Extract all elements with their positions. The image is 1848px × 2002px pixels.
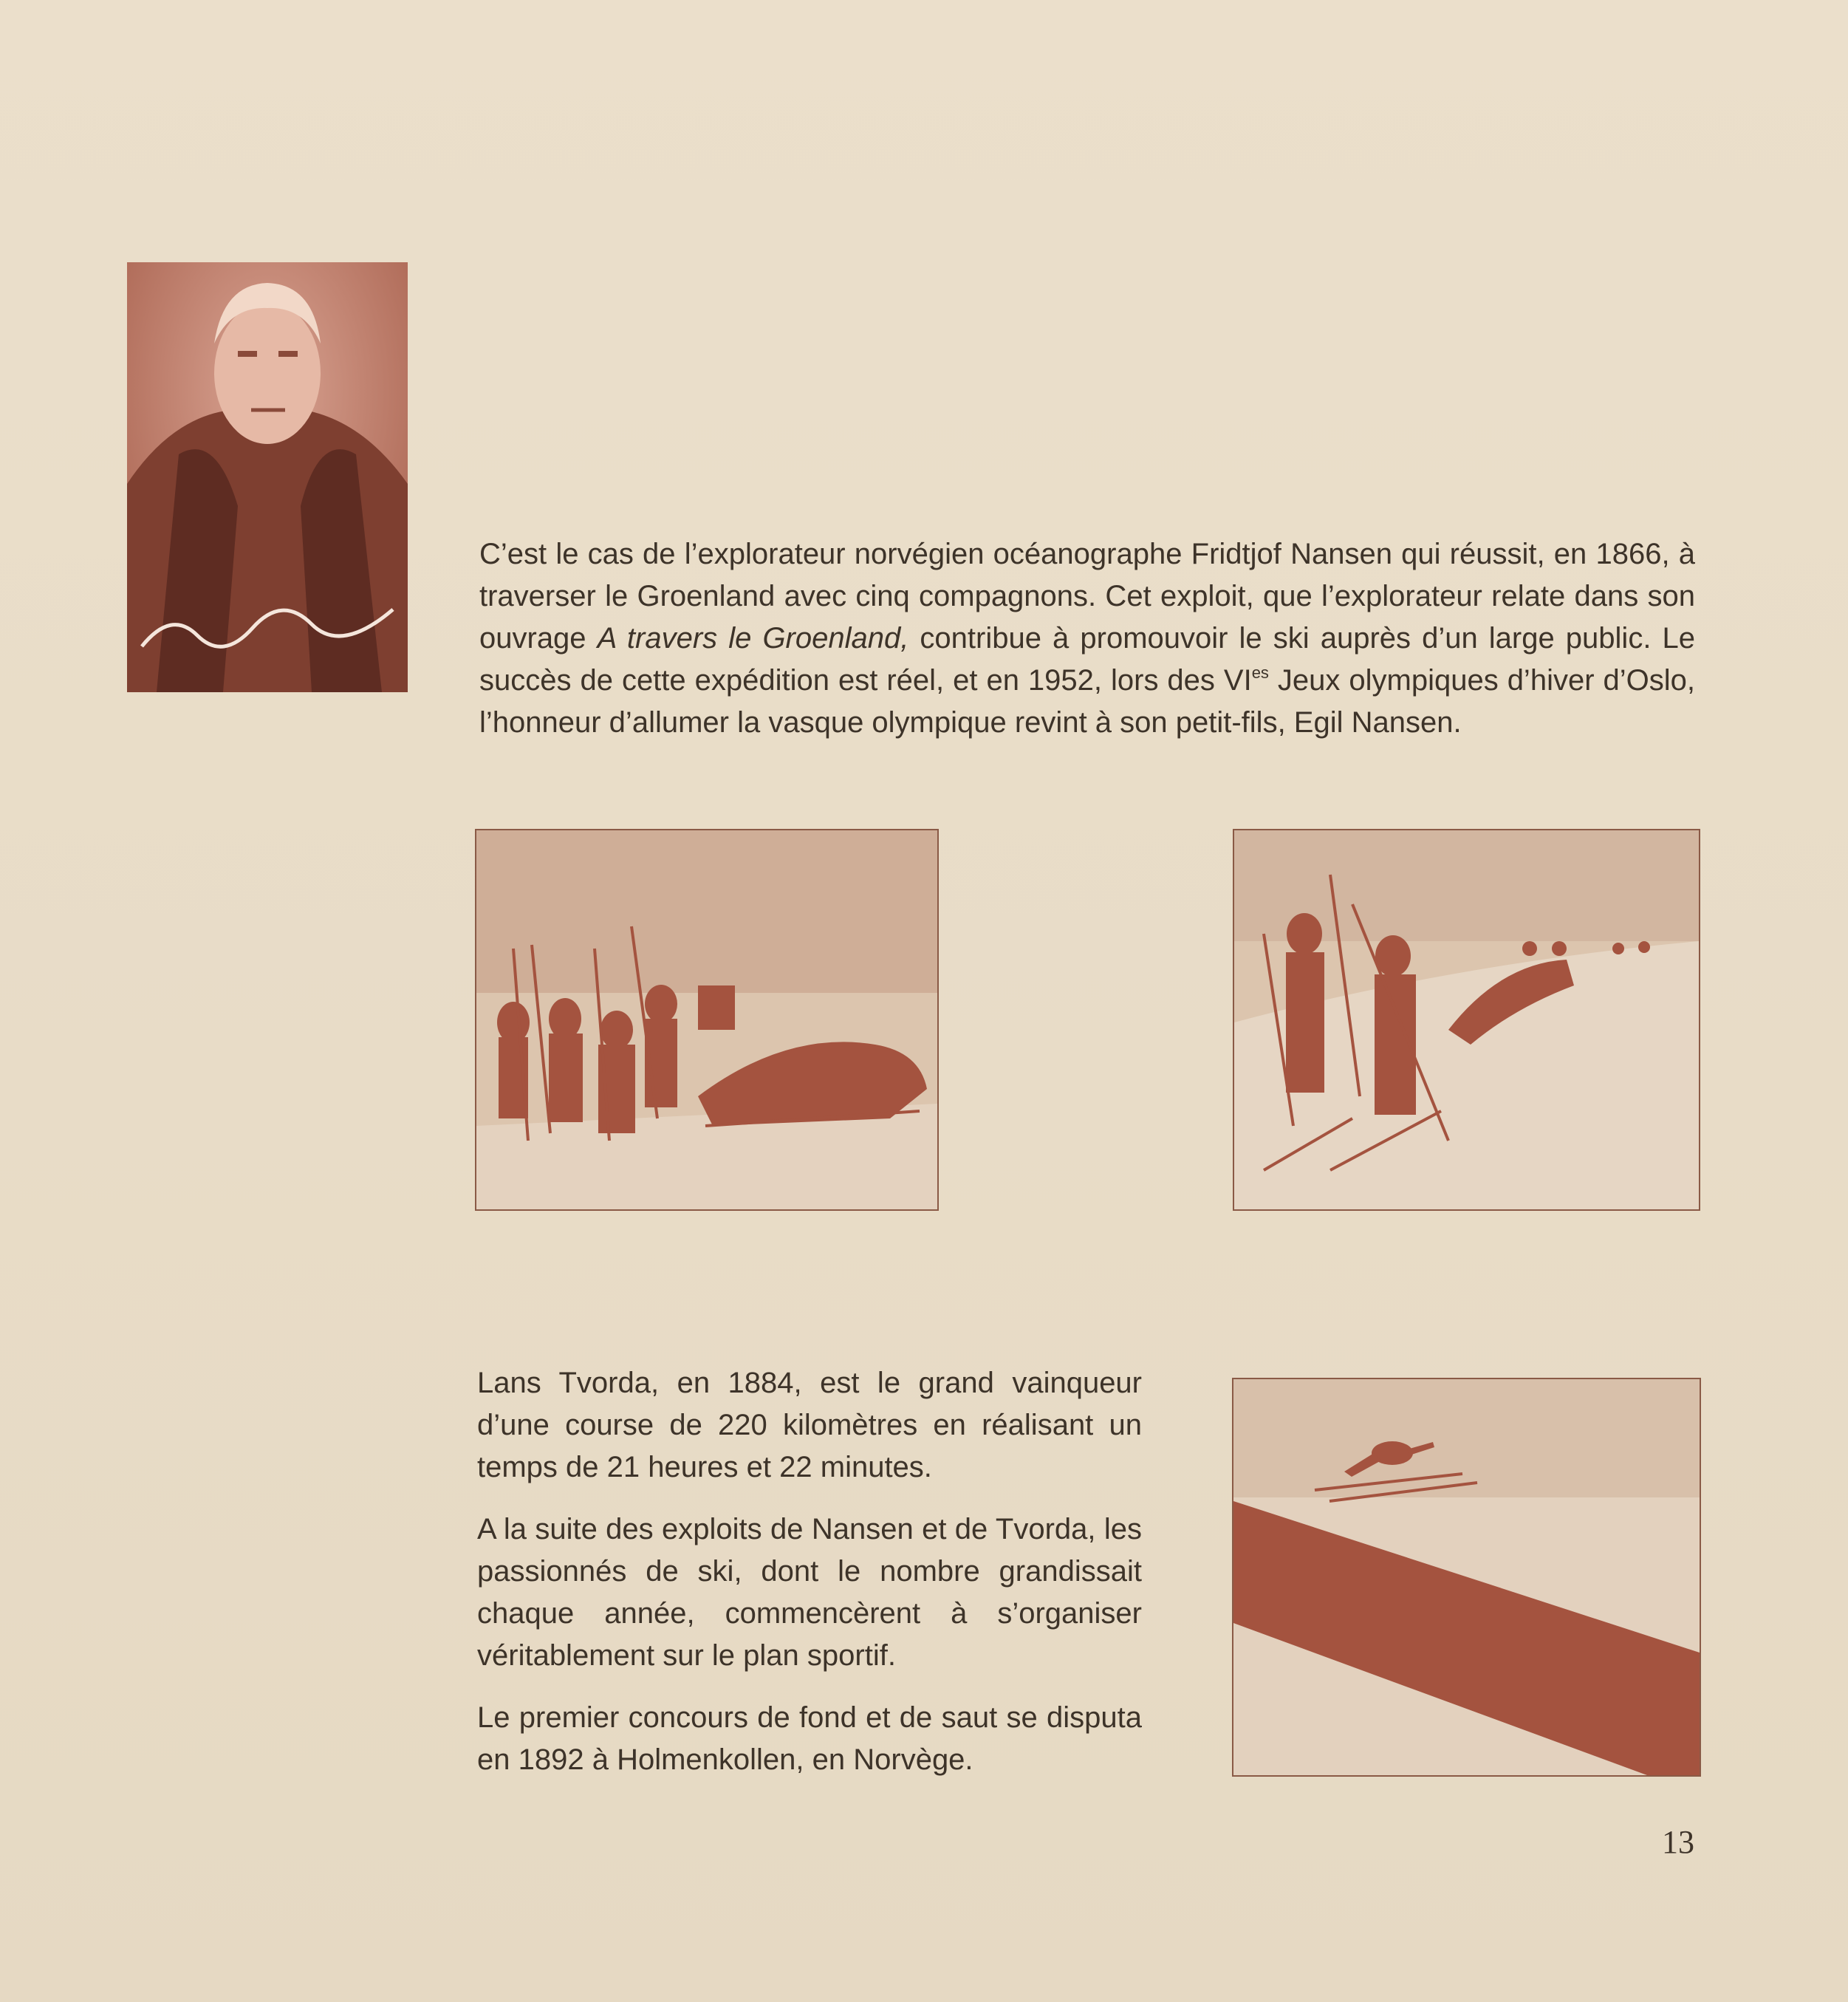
roman-numeral: VI [1223, 664, 1252, 697]
expedition-sled-engraving [475, 829, 939, 1211]
holmenkollen-paragraph: Le premier concours de fond et de saut se disputa en 1892 à Holmenkollen, en Norvège. [477, 1701, 1142, 1776]
ski-history-column [477, 1362, 1142, 1801]
organization-paragraph: A la suite des exploits de Nansen et de Tvorda, les passionnés de ski, dont le nombre grandissait chaque année, commencèrent à s’organiser véritablement sur le plan sportif. [477, 1513, 1142, 1672]
climbing-skiers-engraving [1233, 829, 1700, 1211]
tvorda-paragraph: Lans Tvorda, en 1884, est le grand vainqueur d’une course de 220 kilomètres en réalisant un temps de 21 heures et 22 minutes. [477, 1367, 1142, 1483]
paragraph-text-part2: contribue à promouvoir le ski auprès d’un large public. Le succès de cette expédition est réel, et en 1952, lors des [479, 622, 1695, 697]
book-title: A travers le Groenland, [597, 622, 909, 655]
intro-paragraph [479, 533, 1695, 744]
paragraph-text-part3: Jeux olympiques d’hiver d’Oslo, l’honneur d’allumer la vasque olympique revint à son petit-fils, Egil Nansen. [479, 664, 1695, 739]
nansen-portrait-photo [127, 262, 408, 692]
paragraph-text-part1: C’est le cas de l’explorateur norvégien océanographe Fridtjof Nansen qui réussit, en 1866, à traverser le Groenland avec cinq compagnons. Cet exploit, que l’explorateur relate dans son ouvrage [479, 538, 1695, 655]
ski-jump-photo [1232, 1378, 1701, 1777]
ordinal-superscript: es [1251, 663, 1269, 682]
page-number: 13 [1662, 1824, 1694, 1860]
